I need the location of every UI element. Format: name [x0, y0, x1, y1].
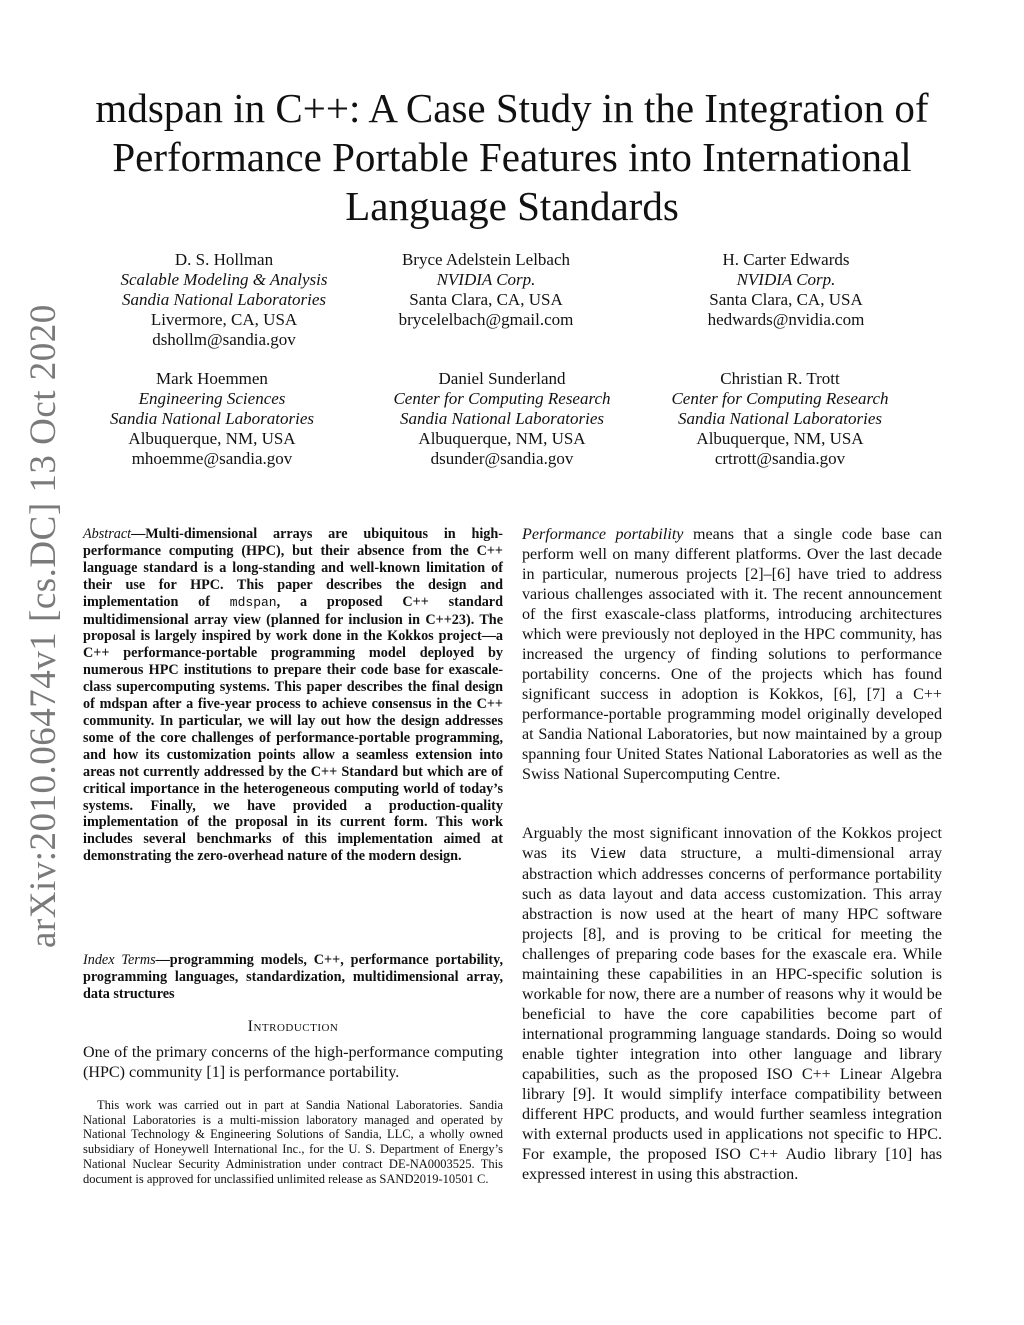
index-terms-lead: Index Terms [83, 952, 156, 968]
author-name: Christian R. Trott [720, 369, 840, 388]
author-email[interactable]: dshollm@sandia.gov [152, 330, 296, 349]
author-affiliation: Engineering Sciences [138, 389, 286, 408]
title-line: mdspan in C++: A Case Study in the Integration of [95, 85, 929, 131]
paragraph-text: data structure, a multi-dimensional array abstraction which addresses concerns of performance portability such as data layout and data access customization. This array abstraction is now used at the heart of many HPC software projects [8], and is proving to be critical for meeting the challenges of preparing code bases for the exascale era. While maintaining these capabilities in an HPC-specific solution is workable for now, there are a number of reasons why it would be beneficial to have the core capabilities become part of international programming language standards. Doing so would enable tighter integration into other language and library capabilities, such as the proposed ISO C++ Linear Algebra library [9]. It would simplify interface compatibility between different HPC products, and would further seamless integration with external products used in applications not specific to HPC. For example, the proposed ISO C++ Audio library [10] has expressed interest in using this abstraction. [522, 845, 943, 1183]
author-affiliation: NVIDIA Corp. [736, 270, 836, 289]
inline-code: View [590, 847, 626, 863]
abstract-lead: Abstract [83, 526, 132, 542]
author-block [630, 369, 930, 469]
paragraph-text: means that a single code base can perform well on many different platforms. Over the last decade in particular, numerous projects [2]–[6] have tried to address various challenges associated with it. The recent announcement of the first exascale-class platforms, introducing architectures which were previously not deployed in the HPC community, has increased the urgency of finding solutions to performance portability concerns. One of the projects which has found significant success in adoption is Kokkos, [6], [7] a C++ performance-portable programming model originally developed at Sandia National Laboratories, but now maintained by a group spanning four United States National Laboratories as well as the Swiss National Supercomputing Centre. [522, 526, 943, 783]
index-terms-text: —programming models, C++, performance portability, programming languages, standardization, multidimensional array, data structures [83, 952, 503, 1002]
author-location: Albuquerque, NM, USA [418, 429, 586, 448]
abstract-code: mdspan [229, 594, 277, 610]
author-institution: Sandia National Laboratories [677, 409, 883, 428]
author-name: H. Carter Edwards [722, 250, 850, 269]
arxiv-side-label: arXiv:2010.06474v1 [cs.DC] 13 Oct 2020 [23, 304, 64, 948]
author-institution: Sandia National Laboratories [109, 409, 315, 428]
author-location: Santa Clara, CA, USA [409, 290, 563, 309]
author-email[interactable]: crtrott@sandia.gov [714, 449, 846, 468]
title-line: Language Standards [345, 183, 679, 229]
abstract-text: —Multi-dimensional arrays are ubiquitous in high-performance computing (HPC), but their absence from the C++ language standard is a long-standing and well-known limitation of their use for HPC. This paper describes the design and implementation of [83, 526, 503, 610]
intro-paragraph: One of the primary concerns of the high-performance computing (HPC) community [1] is performance portability. [83, 1044, 503, 1081]
author-block [352, 369, 652, 469]
author-affiliation: Scalable Modeling & Analysis [120, 270, 328, 289]
author-affiliation: NVIDIA Corp. [436, 270, 536, 289]
author-email[interactable]: hedwards@nvidia.com [707, 310, 865, 329]
section-heading: Introduction [247, 1018, 339, 1035]
author-name: Mark Hoemmen [156, 369, 268, 388]
emphasis-text: Performance portability [522, 526, 684, 543]
author-block [74, 250, 374, 350]
author-institution: Sandia National Laboratories [399, 409, 605, 428]
author-affiliation: Center for Computing Research [393, 389, 611, 408]
abstract-text: , a proposed C++ standard multidimensional array view (planned for inclusion in C++23). The proposal is largely inspired by work done in the Kokkos project—a C++ performance-portable programming model deployed by numerous HPC institutions to prepare their code base for exascale-class supercomputing systems. This paper describes the final design of mdspan after a five-year process to achieve consensus in the C++ community. In particular, we will lay out how the design addresses some of the core challenges of performance-portable programming, and how its customization points allow a seamless extension into areas not currently addressed by the C++ Standard but which are of critical importance in the heterogeneous computing world of today’s systems. Finally, we have provided a production-quality implementation of the proposal in its current form. This work includes several benchmarks of this implementation aimed at demonstrating the zero-overhead nature of the modern design. [83, 593, 503, 865]
author-location: Livermore, CA, USA [150, 310, 298, 329]
paper-title [60, 84, 964, 231]
author-email[interactable]: dsunder@sandia.gov [430, 449, 574, 468]
author-name: Bryce Adelstein Lelbach [401, 250, 571, 269]
abstract [83, 526, 503, 865]
index-terms [83, 952, 503, 1003]
author-block [62, 369, 362, 469]
author-email[interactable]: mhoemme@sandia.gov [131, 449, 293, 468]
author-location: Albuquerque, NM, USA [696, 429, 864, 448]
footnote: This work was carried out in part at Sandia National Laboratories. Sandia National Laboratories is a multi-mission laboratory managed and operated by National Technology & Engineering Solutions of Sandia, LLC, a wholly owned subsidiary of Honeywell International Inc., for the U. S. Department of Energy’s National Nuclear Security Administration under contract DE-NA0003525. This document is approved for unclassified unlimited release as SAND2019-10501 C. [83, 1098, 503, 1186]
author-name: D. S. Hollman [174, 250, 274, 269]
author-location: Albuquerque, NM, USA [128, 429, 296, 448]
author-location: Santa Clara, CA, USA [709, 290, 863, 309]
author-block [336, 250, 636, 330]
body-paragraph [522, 525, 942, 785]
paragraph-text: Arguably the most significant innovation of the Kokkos project was its [522, 825, 942, 862]
title-line: Performance Portable Features into International [112, 134, 912, 180]
body-paragraph [522, 824, 942, 1185]
author-affiliation: Center for Computing Research [671, 389, 889, 408]
author-block [636, 250, 936, 330]
author-email[interactable]: brycelelbach@gmail.com [398, 310, 574, 329]
author-name: Daniel Sunderland [438, 369, 566, 388]
author-institution: Sandia National Laboratories [121, 290, 327, 309]
